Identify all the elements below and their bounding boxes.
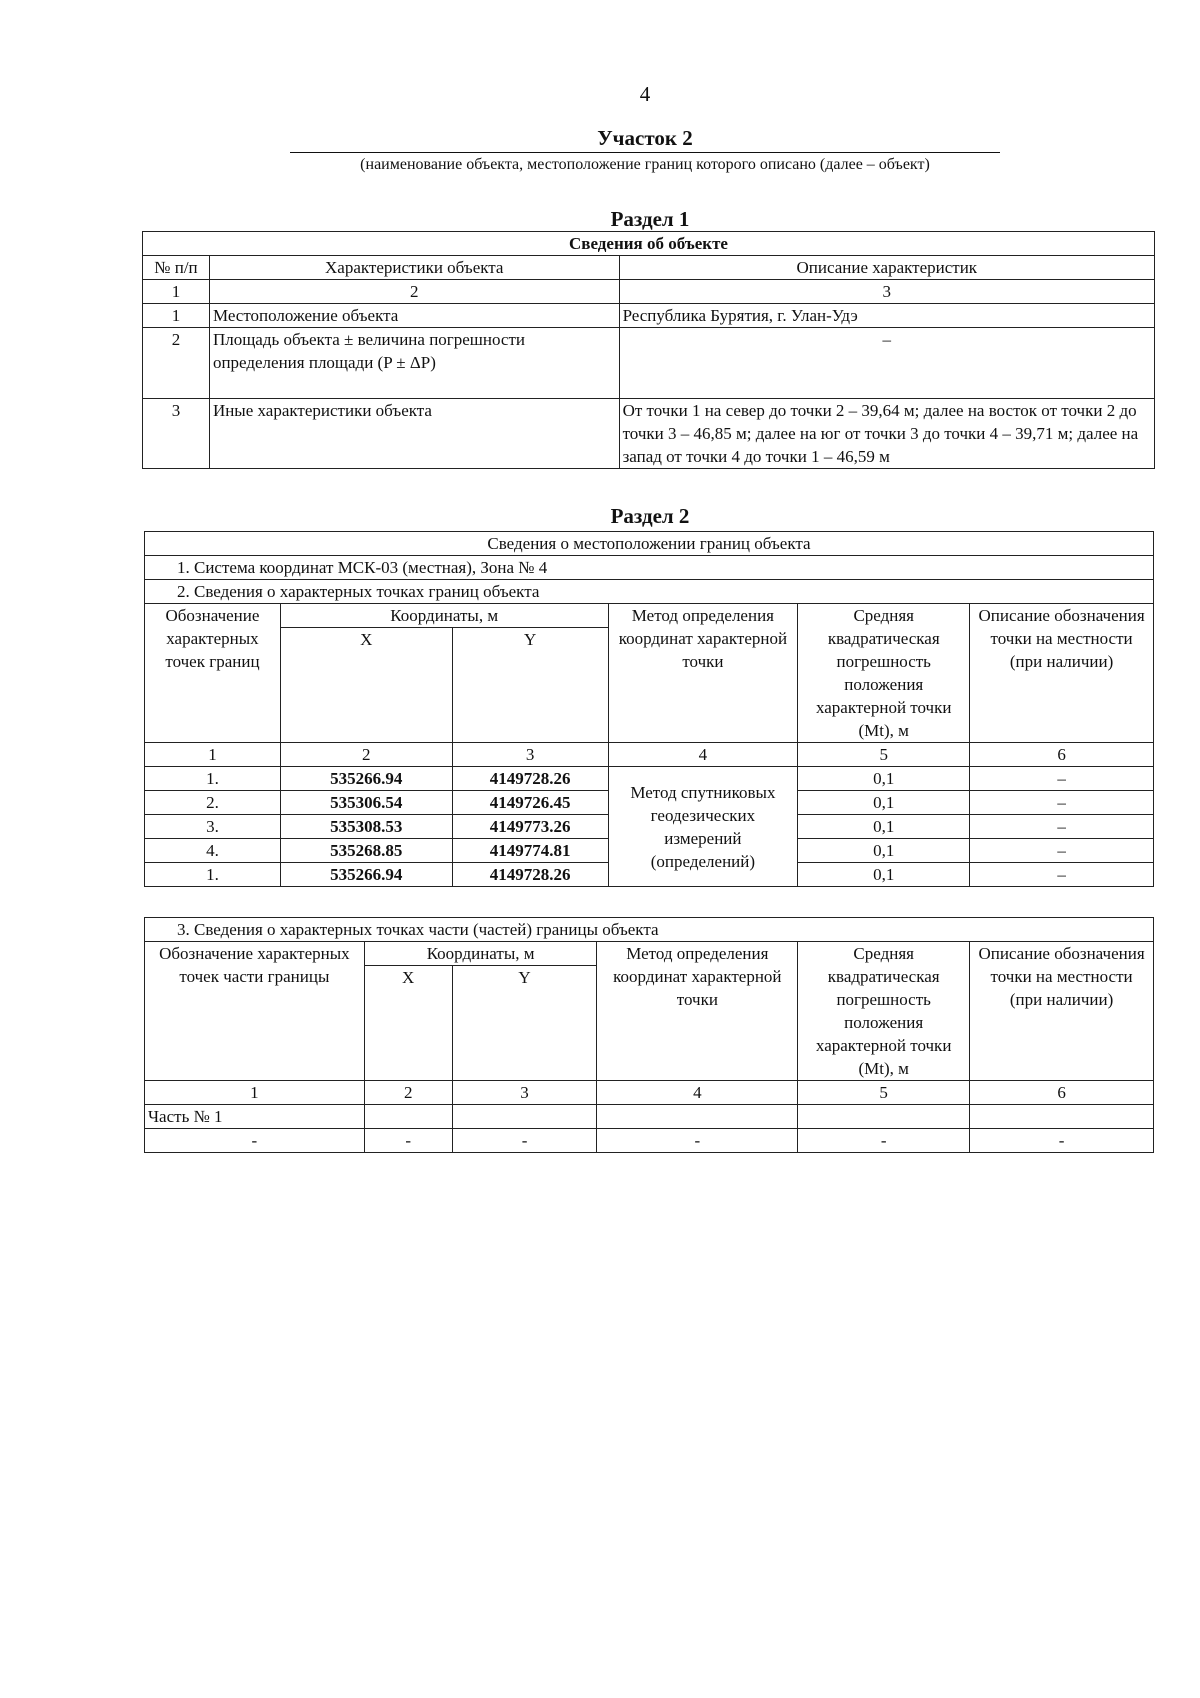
row-number: 2: [143, 328, 210, 399]
part-cell: -: [798, 1129, 970, 1153]
point-x: 535308.53: [280, 815, 452, 839]
part-label: Часть № 1: [145, 1105, 365, 1129]
points-section-title: 2. Сведения о характерных точках границ объекта: [145, 580, 1154, 604]
coordinate-system: 1. Система координат МСК-03 (местная), Зона № 4: [145, 556, 1154, 580]
point-designation: 4.: [145, 839, 281, 863]
point-y: 4149773.26: [452, 815, 608, 839]
section1-title: Раздел 1: [610, 207, 690, 231]
point-designation: 1.: [145, 863, 281, 887]
header-designation: Обозначение характерных точек части границы: [145, 942, 365, 1081]
point-error: 0,1: [798, 767, 970, 791]
header-coordinates: Координаты, м: [280, 604, 608, 628]
point-method: Метод спутниковых геодезических измерений (определений): [608, 767, 798, 887]
point-designation: 1.: [145, 767, 281, 791]
header-method: Метод определения координат характерной точки: [608, 604, 798, 743]
table-row: [143, 399, 1155, 469]
table-row: [145, 767, 1154, 791]
row-characteristic: Иные характеристики объекта: [209, 399, 619, 469]
row-description: От точки 1 на север до точки 2 – 39,64 м; далее на восток от точки 2 до точки 3 – 46,85 м; далее на юг от точки 3 до точки 4 – 39,71 м; далее на запад от точки 4 до точки 1 – 46,59 м: [619, 399, 1154, 469]
table-row: [145, 1105, 1154, 1129]
header-description: Описание характеристик: [619, 256, 1154, 280]
header-x: X: [280, 628, 452, 743]
part-cell: -: [970, 1129, 1154, 1153]
header-point-description: Описание обозначения точки на местности (при наличии): [970, 942, 1154, 1081]
col-number: 3: [452, 743, 608, 767]
point-error: 0,1: [798, 791, 970, 815]
col-number: 3: [619, 280, 1154, 304]
col-number: 1: [145, 1081, 365, 1105]
boundary-points-table: [144, 531, 1154, 887]
header-characteristics: Характеристики объекта: [209, 256, 619, 280]
header-x: X: [364, 966, 452, 1081]
point-x: 535306.54: [280, 791, 452, 815]
row-characteristic: Площадь объекта ± величина погрешности определения площади (P ± ΔP): [209, 328, 619, 399]
point-description: –: [970, 767, 1154, 791]
point-x: 535268.85: [280, 839, 452, 863]
part-points-table: [144, 917, 1154, 1153]
point-description: –: [970, 791, 1154, 815]
table-row: [143, 328, 1155, 399]
col-number: 4: [608, 743, 798, 767]
point-description: –: [970, 839, 1154, 863]
header-num: № п/п: [143, 256, 210, 280]
section2-title: Раздел 2: [610, 504, 690, 528]
table-row: [143, 304, 1155, 328]
row-description: Республика Бурятия, г. Улан-Удэ: [619, 304, 1154, 328]
boundary-table-title: Сведения о местоположении границ объекта: [145, 532, 1154, 556]
header-method: Метод определения координат характерной точки: [597, 942, 798, 1081]
col-number: 6: [970, 1081, 1154, 1105]
col-number: 3: [452, 1081, 597, 1105]
col-number: 2: [280, 743, 452, 767]
header-y: Y: [452, 628, 608, 743]
row-characteristic: Местоположение объекта: [209, 304, 619, 328]
point-error: 0,1: [798, 863, 970, 887]
part-cell: -: [597, 1129, 798, 1153]
col-number: 4: [597, 1081, 798, 1105]
plot-title: Участок 2: [290, 126, 1000, 153]
row-number: 1: [143, 304, 210, 328]
point-designation: 3.: [145, 815, 281, 839]
point-y: 4149774.81: [452, 839, 608, 863]
part-cell: -: [452, 1129, 597, 1153]
point-error: 0,1: [798, 815, 970, 839]
object-info-table-title: Сведения об объекте: [143, 232, 1155, 256]
point-description: –: [970, 815, 1154, 839]
point-y: 4149726.45: [452, 791, 608, 815]
row-description: –: [619, 328, 1154, 399]
header-point-description: Описание обозначения точки на местности (при наличии): [970, 604, 1154, 743]
point-x: 535266.94: [280, 863, 452, 887]
point-x: 535266.94: [280, 767, 452, 791]
row-number: 3: [143, 399, 210, 469]
header-error: Средняя квадратическая погрешность положения характерной точки (Mt), м: [798, 942, 970, 1081]
point-description: –: [970, 863, 1154, 887]
header-coordinates: Координаты, м: [364, 942, 597, 966]
header-designation: Обозначение характерных точек границ: [145, 604, 281, 743]
parts-section-title: 3. Сведения о характерных точках части (частей) границы объекта: [145, 918, 1154, 942]
part-cell: -: [145, 1129, 365, 1153]
plot-subtitle: (наименование объекта, местоположение границ которого описано (далее – объект): [360, 156, 930, 173]
col-number: 5: [798, 1081, 970, 1105]
point-designation: 2.: [145, 791, 281, 815]
point-error: 0,1: [798, 839, 970, 863]
col-number: 2: [364, 1081, 452, 1105]
col-number: 5: [798, 743, 970, 767]
col-number: 1: [143, 280, 210, 304]
point-y: 4149728.26: [452, 767, 608, 791]
point-y: 4149728.26: [452, 863, 608, 887]
col-number: 2: [209, 280, 619, 304]
col-number: 1: [145, 743, 281, 767]
part-cell: -: [364, 1129, 452, 1153]
page-number: 4: [639, 82, 651, 106]
header-error: Средняя квадратическая погрешность положения характерной точки (Mt), м: [798, 604, 970, 743]
table-row: [145, 1129, 1154, 1153]
col-number: 6: [970, 743, 1154, 767]
header-y: Y: [452, 966, 597, 1081]
object-info-table: [142, 231, 1155, 469]
